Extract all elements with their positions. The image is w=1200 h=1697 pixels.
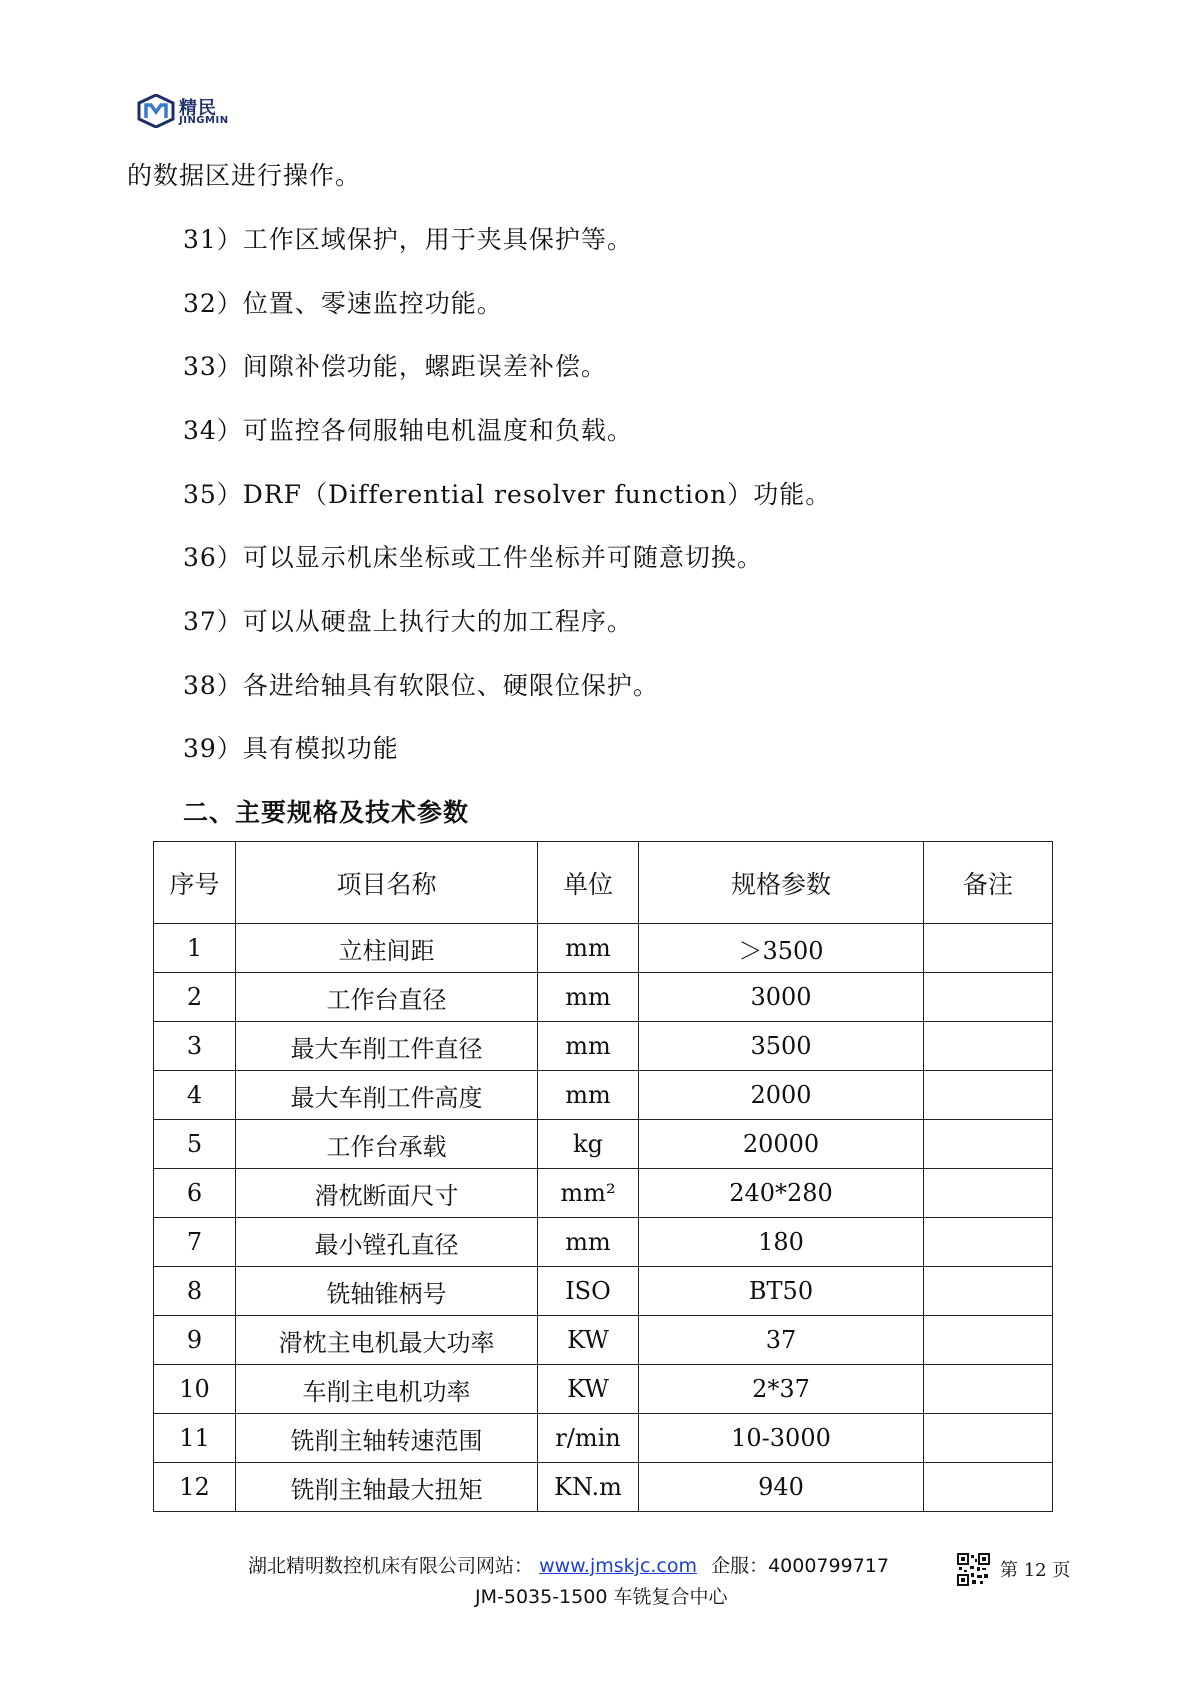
cell-item-name: 最大车削工件高度 [236, 1071, 538, 1120]
cell-remark [924, 1169, 1053, 1218]
section-heading: 二、主要规格及技术参数 [183, 798, 470, 827]
cell-spec: 3000 [639, 973, 924, 1022]
table-row [154, 973, 1053, 1022]
cell-item-name: 立柱间距 [236, 924, 538, 973]
cell-remark [924, 1267, 1053, 1316]
cell-index: 2 [154, 973, 236, 1022]
cell-index: 8 [154, 1267, 236, 1316]
cell-spec: ＞3500 [639, 924, 924, 973]
cell-index: 7 [154, 1218, 236, 1267]
table-row [154, 1218, 1053, 1267]
header-item-name: 项目名称 [236, 842, 538, 924]
cell-unit: ISO [538, 1267, 639, 1316]
cell-item-name: 车削主电机功率 [236, 1365, 538, 1414]
header-unit: 单位 [538, 842, 639, 924]
cell-item-name: 铣削主轴最大扭矩 [236, 1463, 538, 1512]
cell-unit: KW [538, 1316, 639, 1365]
cell-index: 10 [154, 1365, 236, 1414]
logo-text-cn: 精民 [179, 98, 217, 119]
page-number: 第 12 页 [1000, 1560, 1071, 1581]
cell-item-name: 铣轴锥柄号 [236, 1267, 538, 1316]
company-logo [137, 92, 249, 132]
table-row [154, 1414, 1053, 1463]
cell-remark [924, 1120, 1053, 1169]
cell-unit: mm [538, 924, 639, 973]
cell-unit: mm [538, 973, 639, 1022]
cell-index: 1 [154, 924, 236, 973]
cell-spec: 240*280 [639, 1169, 924, 1218]
list-item-38: 38）各进给轴具有软限位、硬限位保护。 [183, 671, 659, 700]
table-row [154, 1022, 1053, 1071]
cell-unit: r/min [538, 1414, 639, 1463]
cell-spec: 940 [639, 1463, 924, 1512]
cell-remark [924, 1022, 1053, 1071]
cell-index: 4 [154, 1071, 236, 1120]
header-spec: 规格参数 [639, 842, 924, 924]
cell-index: 5 [154, 1120, 236, 1169]
list-item-32: 32）位置、零速监控功能。 [183, 289, 503, 318]
cell-unit: mm [538, 1218, 639, 1267]
cell-remark [924, 1463, 1053, 1512]
list-item-35: 35）DRF（Differential resolver function）功能。 [183, 480, 832, 509]
cell-remark [924, 1365, 1053, 1414]
footer-website-link[interactable]: www.jmskjc.com [539, 1555, 698, 1577]
cell-spec: BT50 [639, 1267, 924, 1316]
cell-unit: KW [538, 1365, 639, 1414]
cell-item-name: 工作台承载 [236, 1120, 538, 1169]
cell-remark [924, 1316, 1053, 1365]
cell-remark [924, 1218, 1053, 1267]
body-line-0: 的数据区进行操作。 [127, 161, 362, 190]
list-item-33: 33）间隙补偿功能，螺距误差补偿。 [183, 352, 607, 381]
cell-item-name: 工作台直径 [236, 973, 538, 1022]
table-row [154, 1463, 1053, 1512]
table-row [154, 1365, 1053, 1414]
footer-service-phone: 4000799717 [768, 1555, 889, 1577]
list-item-34: 34）可监控各伺服轴电机温度和负载。 [183, 416, 633, 445]
header-index: 序号 [154, 842, 236, 924]
cell-index: 6 [154, 1169, 236, 1218]
table-row [154, 924, 1053, 973]
cell-spec: 180 [639, 1218, 924, 1267]
cell-remark [924, 973, 1053, 1022]
cell-unit: mm [538, 1022, 639, 1071]
cell-unit: mm² [538, 1169, 639, 1218]
footer-service-label: 企服： [711, 1555, 769, 1577]
spec-table [153, 841, 1053, 1512]
cell-unit: mm [538, 1071, 639, 1120]
cell-remark [924, 1414, 1053, 1463]
table-row [154, 1316, 1053, 1365]
cell-item-name: 滑枕断面尺寸 [236, 1169, 538, 1218]
table-header-row [154, 842, 1053, 924]
cell-unit: KN.m [538, 1463, 639, 1512]
cell-index: 11 [154, 1414, 236, 1463]
cell-index: 9 [154, 1316, 236, 1365]
cell-index: 12 [154, 1463, 236, 1512]
cell-spec: 3500 [639, 1022, 924, 1071]
list-item-37: 37）可以从硬盘上执行大的加工程序。 [183, 607, 633, 636]
cell-index: 3 [154, 1022, 236, 1071]
header-remark: 备注 [924, 842, 1053, 924]
cell-spec: 2000 [639, 1071, 924, 1120]
list-item-36: 36）可以显示机床坐标或工件坐标并可随意切换。 [183, 543, 763, 572]
cell-item-name: 铣削主轴转速范围 [236, 1414, 538, 1463]
table-row [154, 1071, 1053, 1120]
list-item-39: 39）具有模拟功能 [183, 734, 399, 763]
footer-company: 湖北精明数控机床有限公司网站： [248, 1555, 534, 1577]
cell-remark [924, 1071, 1053, 1120]
table-row [154, 1169, 1053, 1218]
logo-mark-icon [137, 94, 175, 128]
cell-item-name: 最大车削工件直径 [236, 1022, 538, 1071]
cell-item-name: 滑枕主电机最大功率 [236, 1316, 538, 1365]
cell-remark [924, 924, 1053, 973]
cell-spec: 2*37 [639, 1365, 924, 1414]
table-row [154, 1267, 1053, 1316]
footer-model: JM-5035-1500 车铣复合中心 [475, 1586, 728, 1608]
logo-text-en: JINGMIN [179, 115, 229, 126]
list-item-31: 31）工作区域保护，用于夹具保护等。 [183, 225, 633, 254]
cell-spec: 37 [639, 1316, 924, 1365]
cell-unit: kg [538, 1120, 639, 1169]
cell-spec: 10-3000 [639, 1414, 924, 1463]
table-row [154, 1120, 1053, 1169]
cell-spec: 20000 [639, 1120, 924, 1169]
cell-item-name: 最小镗孔直径 [236, 1218, 538, 1267]
